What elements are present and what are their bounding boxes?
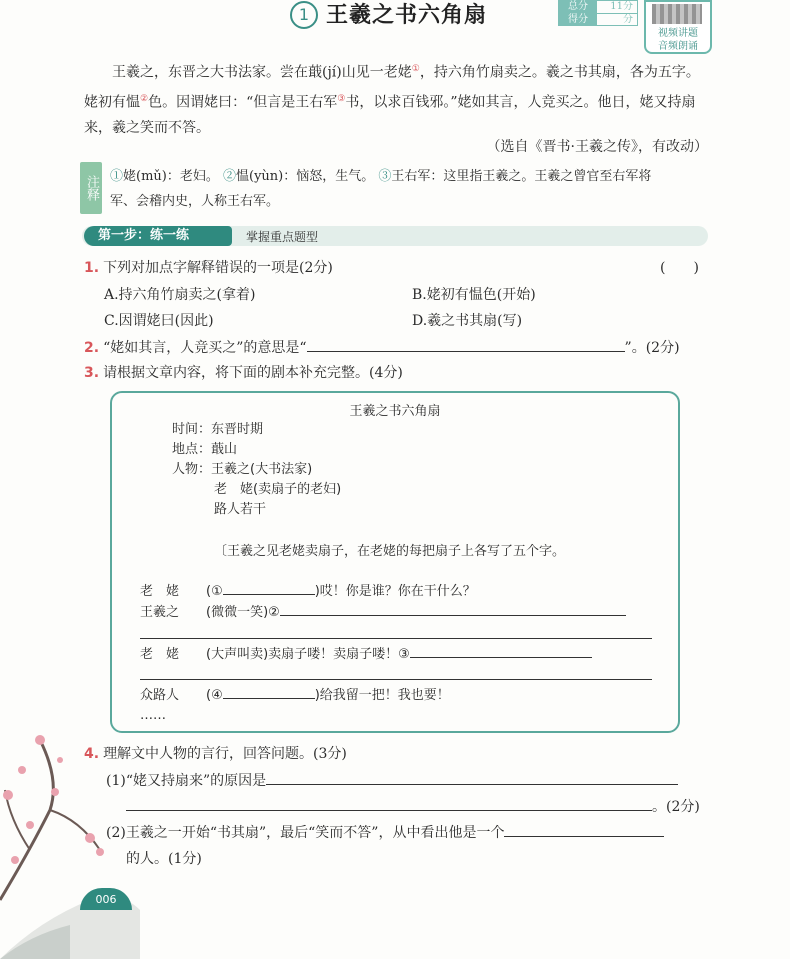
score-value-earned: 分 [623,14,633,25]
question-3-number: 3. [84,365,100,381]
script-people: 人物：王羲之(大书法家) [172,462,313,477]
score-value-total: 11分 [610,1,633,12]
note-2: 愠(yùn)：恼怒，生气。 [236,169,375,184]
question-4-sub-1-text: (1)“姥又持扇来”的原因是 [106,773,267,789]
passage-line2: 各为五字。姥初有愠 [84,64,700,111]
passage-source: （选自《晋书·王羲之传》，有改动） [486,139,708,155]
question-1-option-b[interactable]: B.姥初有愠色(开始) [412,287,536,303]
score-label-total: 总分 [559,1,597,13]
script-stage-direction: 〔王羲之见老姥卖扇子，在老姥的每把扇子上各写了五个字。 [214,544,566,559]
question-4-sub-1-answer-line[interactable] [266,784,678,785]
script-line-4-post: )给我留一把！我也要！ [314,688,450,703]
question-4-number: 4. [84,746,100,762]
qr-label-video: 视频讲题 [658,28,698,39]
script-line-1-pre: (① [206,584,223,599]
passage-line2c: 书，以求百钱邪。”姥如其言，人竞 [345,94,556,111]
question-4-sub-1-tail: 。(2分) [652,799,700,815]
script-people-3: 路人若干 [214,502,267,517]
lesson-number: 1 [290,1,318,29]
script-time: 时间：东晋时期 [172,422,264,437]
question-4-sub-1-line-2 [126,796,700,818]
note-mark-1: ① [110,169,124,184]
script-line-3 [206,645,592,665]
step-tag: 第一步：练一练 [84,226,232,246]
question-2 [84,337,680,359]
footnote-mark-1: ① [411,64,420,74]
question-4-sub-1-answer-line-2[interactable] [126,810,652,811]
question-4-sub-2-text: (2)王羲之一开始“书其扇”，最后“笑而不答”，从中看出他是一个 [106,825,505,841]
script-people-2: 老 姥(卖扇子的老妇) [214,482,342,497]
script-blank-4[interactable] [223,698,315,699]
note-3-continued: 军、会稽内史，人称王右军。 [110,194,280,209]
question-3-text: 请根据文章内容，将下面的剧本补充完整。(4分) [103,365,403,381]
script-line-1 [206,582,476,602]
qr-label-audio: 音频朗诵 [658,41,698,52]
note-mark-3: ③ [378,169,392,184]
script-blank-3-continued[interactable] [140,679,652,680]
script-blank-2[interactable] [280,615,626,616]
script-role-3: 老 姥 [140,647,180,662]
script-blank-1[interactable] [223,594,315,595]
script-line-2 [206,603,626,623]
score-box [558,0,638,26]
script-role-1: 老 姥 [140,584,180,599]
notes-badge: 注释 [80,162,102,214]
plum-blossom-decoration [0,700,140,959]
question-1-number: 1. [84,260,100,276]
passage-line2b: 色。因谓姥曰：“但言是王右军 [148,94,338,111]
question-1-answer-paren[interactable]: ( ) [660,260,699,276]
passage-line1b: ，持六角竹扇卖之。羲之书其扇， [419,64,630,81]
question-2-number: 2. [84,340,100,356]
script-role-4: 众路人 [140,688,180,703]
qr-code[interactable] [644,0,712,54]
footnote-mark-3: ③ [337,93,346,104]
script-blank-2-continued[interactable] [140,638,652,639]
question-3 [84,362,403,384]
script-ellipsis: …… [140,708,166,723]
question-1-text: 下列对加点字解释错误的一项是(2分) [103,260,333,276]
footnote-mark-2: ② [140,93,149,104]
script-title: 王羲之书六角扇 [349,404,441,419]
script-line-3-pre: (大声叫卖)卖扇子喽！卖扇子喽！③ [206,647,410,662]
script-line-4 [206,686,450,706]
script-line-1-post: )哎！你是谁？你在干什么？ [314,584,476,599]
score-label-earned: 得分 [559,14,597,26]
passage-line3: 买之。他日，姥又持扇来，羲之笑而不答。 [84,94,696,137]
script-place: 地点：蕺山 [172,442,238,457]
question-2-tail: ”。(2分) [624,340,680,356]
notes [110,164,710,214]
script-line-2-pre: (微微一笑)② [206,605,280,620]
question-4-sub-2 [106,822,664,844]
script-blank-3[interactable] [410,657,592,658]
passage [84,56,710,141]
question-2-answer-line[interactable] [307,351,625,352]
page-title: 王羲之书六角扇 [326,2,488,28]
question-4-text: 理解文中人物的言行，回答问题。(3分) [103,746,347,762]
page-number: 006 [80,888,132,910]
note-3: 王右军：这里指王羲之。王羲之曾官至右军将 [391,169,652,184]
question-1-option-c[interactable]: C.因谓姥曰(因此) [104,313,214,329]
question-4-sub-2-answer-line[interactable] [504,836,664,837]
question-4-sub-1 [106,770,678,792]
question-1-option-d[interactable]: D.羲之书其扇(写) [412,313,523,329]
step-subtitle: 掌握重点题型 [246,230,319,244]
script-line-4-pre: (④ [206,688,223,703]
question-1-option-a[interactable]: A.持六角竹扇卖之(拿着) [104,287,256,303]
note-1: 姥(mǔ)：老妇。 [123,169,219,184]
question-2-text: “姥如其言，人竞买之”的意思是“ [103,340,307,356]
qr-code-pattern [652,4,702,24]
passage-line1: 王羲之，东晋之大书法家。尝在蕺(jí)山见一老姥 [112,64,412,81]
question-4-sub-2-tail: 的人。(1分) [126,851,202,867]
script-role-2: 王羲之 [140,605,180,620]
question-1 [84,257,333,279]
note-mark-2: ② [223,169,237,184]
